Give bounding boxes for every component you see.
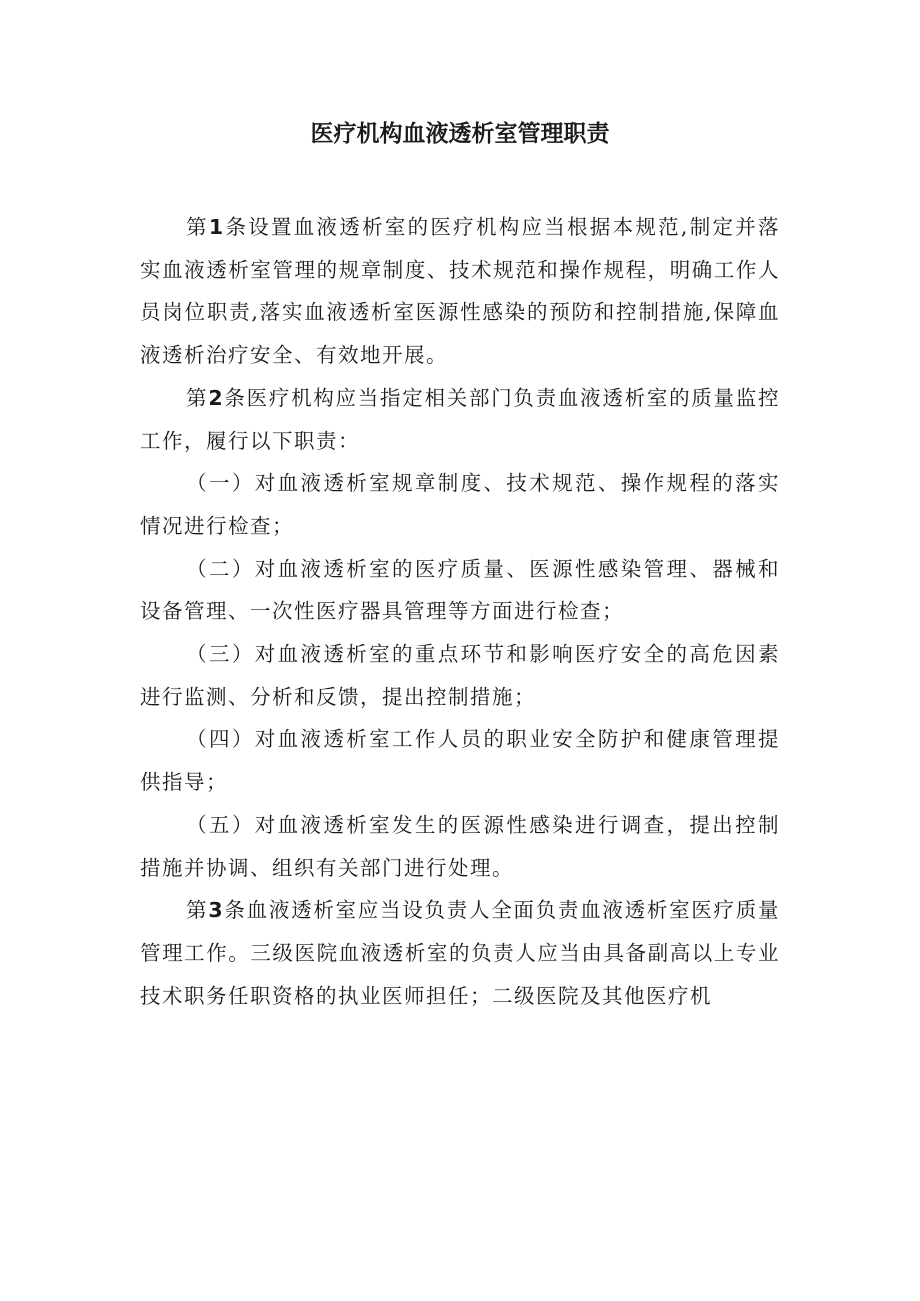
document-body — [140, 206, 780, 1017]
duty-item-3: （三）对血液透析室的重点环节和影响医疗安全的高危因素进行监测、分析和反馈，提出控制措施； — [140, 642, 780, 709]
article-1-number: 1 — [208, 215, 225, 239]
article-1-paragraph — [140, 206, 780, 377]
duty-item-1: （一）对血液透析室规章制度、技术规范、操作规程的落实情况进行检查； — [140, 471, 780, 538]
article-2-number: 2 — [208, 385, 225, 410]
duty-item-2: （二）对血液透析室的医疗质量、医源性感染管理、器械和设备管理、一次性医疗器具管理等方面进行检查； — [140, 556, 780, 624]
duty-item-5: （五）对血液透析室发生的医源性感染进行调查，提出控制措施并协调、组织有关部门进行处理。 — [140, 812, 780, 880]
article-3-text: 条血液透析室应当设负责人全面负责血液透析室医疗质量管理工作。三级医院血液透析室的负责人应当由具备副高以上专业技术职务任职资格的执业医师担任；二级医院及其他医疗机 — [140, 898, 781, 1008]
article-2-text: 条医疗机构应当指定相关部门负责血液透析室的质量监控工作，履行以下职责： — [140, 385, 781, 453]
article-1-text: 条设置血液透析室的医疗机构应当根据本规范,制定并落实血液透析室管理的规章制度、技术规范和操作规程，明确工作人员岗位职责,落实血液透析室医源性感染的预防和控制措施,保障血液透析治疗安全、有效地开展。 — [140, 215, 781, 368]
article-2-prefix: 第 — [186, 385, 209, 410]
article-3-paragraph — [140, 889, 780, 1017]
duty-item-4: （四）对血液透析室工作人员的职业安全防护和健康管理提供指导； — [140, 727, 780, 795]
article-3-prefix: 第 — [186, 898, 209, 923]
article-3-number: 3 — [208, 898, 225, 923]
document-title: 医疗机构血液透析室管理职责 — [310, 121, 610, 147]
article-1-prefix: 第 — [186, 215, 209, 239]
article-2-paragraph — [140, 377, 780, 462]
